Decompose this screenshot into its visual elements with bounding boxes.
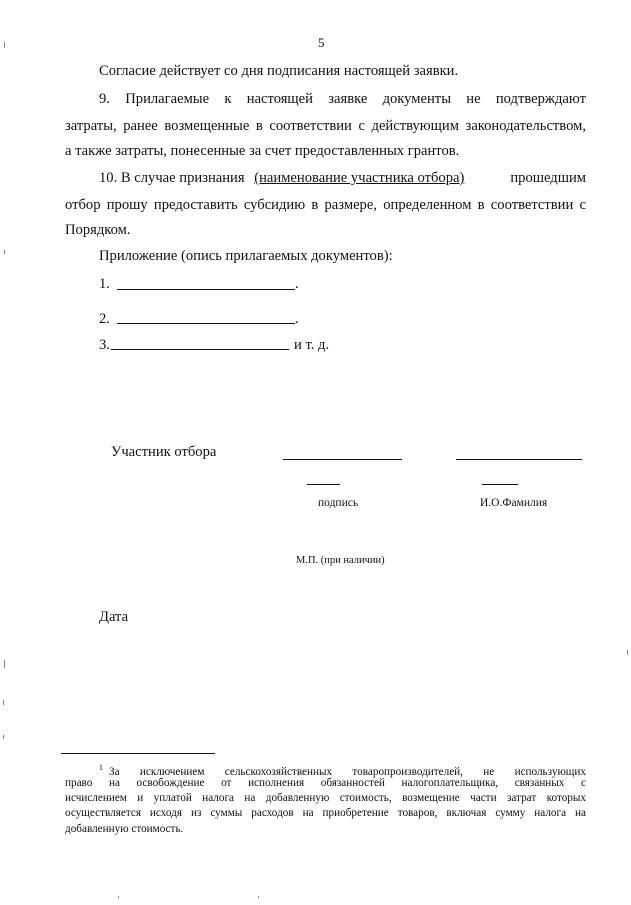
- footnote-line-2: право на освобождение от исполнения обязанностей налогоплательщика, связанных с: [65, 777, 586, 789]
- consent-paragraph: Согласие действует со дня подписания настоящей заявки.: [99, 63, 459, 79]
- name-caption: И.О.Фамилия: [480, 497, 548, 509]
- attachments-heading: Приложение (опись прилагаемых документов):: [99, 248, 393, 264]
- participant-label: Участник отбора: [111, 444, 217, 460]
- signature-line: [283, 459, 402, 460]
- scan-artifact: [627, 650, 628, 655]
- attachment-line-3: [111, 349, 289, 350]
- scan-artifact: [3, 735, 4, 739]
- signature-short-line: [307, 484, 340, 485]
- stamp-note: М.П. (при наличии): [296, 555, 385, 566]
- footnote-line-5: добавленную стоимость.: [65, 823, 184, 835]
- scan-artifact: [4, 250, 5, 254]
- footnote-line-3: исчислением и уплатой налога на добавленную стоимость, возмещение части затрат которых: [65, 792, 586, 804]
- paragraph-10-line-3: Порядком.: [65, 222, 131, 238]
- paragraph-10-end: прошедшим: [510, 170, 586, 186]
- date-label: Дата: [99, 609, 129, 625]
- attachment-item-2: [99, 307, 110, 332]
- attachment-suffix-3: и т. д.: [294, 337, 330, 353]
- attachment-item-1: [99, 272, 110, 297]
- attachment-number: 3.: [99, 337, 110, 353]
- scan-artifact: [4, 42, 5, 48]
- signature-caption: подпись: [318, 497, 359, 509]
- attachment-line-1: [117, 289, 295, 290]
- page-number: 5: [318, 35, 325, 50]
- scan-artifact: [258, 896, 259, 898]
- scan-artifact: [4, 660, 5, 668]
- scan-artifact: [3, 700, 4, 705]
- footnote-text: За исключением сельскохозяйственных товаропроизводителей, не использующих: [109, 766, 586, 778]
- name-line: [456, 459, 582, 460]
- paragraph-9-line-1: 9. Прилагаемые к настоящей заявке документы не подтверждают: [99, 91, 586, 107]
- attachment-item-3: [99, 333, 110, 358]
- paragraph-10-line-2: отбор прошу предоставить субсидию в размере, определенном в соответствии с: [65, 197, 586, 213]
- attachment-number: 2.: [99, 311, 110, 327]
- paragraph-9-line-2: затраты, ранее возмещенные в соответствии с действующим законодательством,: [65, 118, 586, 134]
- attachment-suffix-2: .: [295, 311, 299, 327]
- footnote-line-4: осуществляется исходя из суммы расходов на приобретение товаров, включая сумму налога на: [65, 807, 586, 819]
- name-short-line: [482, 484, 518, 485]
- footnote-separator: [61, 753, 215, 754]
- attachment-number: 1.: [99, 276, 110, 292]
- participant-name-placeholder: (наименование участника отбора): [254, 170, 465, 186]
- attachment-line-2: [117, 323, 295, 324]
- paragraph-10-line-1: [99, 166, 586, 191]
- scan-artifact: [118, 896, 119, 898]
- paragraph-10-start: 10. В случае признания: [99, 170, 245, 186]
- paragraph-9-line-3: а также затраты, понесенные за счет предоставленных грантов.: [65, 143, 460, 159]
- footnote-marker: 1: [99, 763, 103, 772]
- attachment-suffix-1: .: [295, 276, 299, 292]
